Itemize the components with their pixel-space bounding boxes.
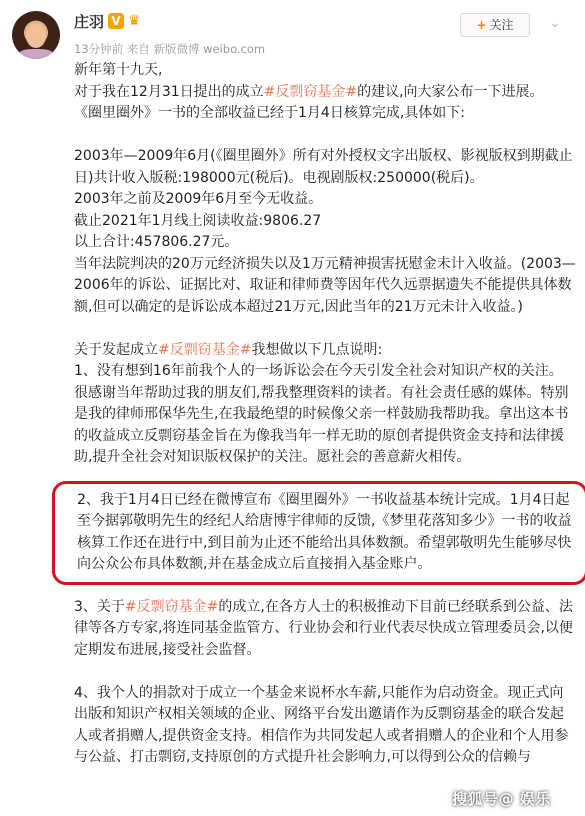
- text-segment: 我想做以下几点说明:: [251, 341, 383, 358]
- avatar-shirt: [18, 49, 54, 59]
- paragraph: 以上合计:457806.27元。: [74, 234, 239, 250]
- verified-badge-icon: V: [108, 13, 124, 29]
- spacer: [74, 469, 576, 481]
- spacer: [74, 585, 576, 597]
- paragraph: [74, 82, 576, 104]
- text-segment: 的建议,向大家公布一下进展。: [357, 83, 544, 100]
- avatar-face: [26, 24, 46, 48]
- paragraph: 4、我个人的捐款对于成立一个基金来说杯水车薪,只能作为启动资金。现正式向出版和知识产权相关领域的企业、网络平台发出邀请作为反剽窃基金的联合发起人或者捐赠人,提供资金支持。相信作为共同发起人或者捐赠人的企业和个人用参与公益、打击剽窃,支持原创的方式提升社会影响力,可以得到公众的信赖与: [74, 684, 569, 765]
- paragraph: 当年法院判决的20万元经济损失以及1万元精神损害抚慰金未计入收益。(2003—2006年的诉讼、证据比对、取证和律师费等因年代久远票据遗失不能提供具体数额,但可以确定的是诉讼成本超过21万元,因此当年的21万元未计入收益。): [74, 255, 576, 315]
- text-segment: 对于我在12月31日提出的成立: [74, 83, 264, 100]
- spacer: [74, 318, 576, 340]
- paragraph: 2003年—2009年6月(《圈里圈外》所有对外授权文字出版权、影视版权到期截止日)共计收入版税:198000元(税后)。电视剧版权:250000(税后)。: [74, 148, 573, 186]
- spacer: [74, 125, 576, 147]
- plus-icon: +: [476, 18, 487, 32]
- post-body: [74, 60, 576, 769]
- avatar[interactable]: [12, 11, 60, 59]
- paragraph: 2003年之前及2009年6月至今无收益。: [74, 191, 323, 207]
- hashtag-link[interactable]: #反剽窃基金#: [158, 341, 252, 358]
- spacer: [74, 661, 576, 683]
- hashtag-link[interactable]: #反剽窃基金#: [124, 598, 219, 615]
- text-segment: 3、关于: [74, 598, 125, 615]
- member-crown-icon: ♛: [128, 13, 141, 29]
- paragraph: 1、没有想到16年前我个人的一场诉讼会在今天引发全社会对知识产权的关注。很感谢当年帮助过我的朋友们,帮我整理资料的读者。有社会责任感的媒体。特别是我的律师邢保华先生,在我最绝望的时候像父亲一样鼓励我帮助我。拿出这本书的收益成立反剽窃基金旨在为像我当年一样无助的原创者提供资金支持和法律援助,提升全社会对知识版权保护的关注。愿社会的善意薪火相传。: [74, 363, 569, 465]
- watermark: 搜狐号@ 娱乐: [452, 790, 551, 808]
- follow-label: 关注: [489, 18, 514, 32]
- follow-button[interactable]: [460, 13, 530, 37]
- paragraph: 《圈里圈外》一书的全部收益已经于1月4日核算完成,具体如下:: [74, 105, 465, 121]
- post-meta: 13分钟前 来自 新版微博 weibo.com: [74, 42, 266, 56]
- chevron-down-icon[interactable]: ⌄: [549, 16, 561, 31]
- paragraph: [74, 597, 576, 662]
- paragraph: 2、我于1月4日已经在微博宣布《圈里圈外》一书收益基本统计完成。1月4日起至今据郭敬明先生的经纪人给唐博宇律师的反馈,《梦里花落知多少》一书的收益核算工作还在进行中,到目前为止还不能给出具体数额。希望郭敬明先生能够尽快向公众公布具体数额,并在基金成立后直接捐入基金账户。: [77, 491, 572, 572]
- hashtag-link[interactable]: #反剽窃基金#: [263, 83, 358, 100]
- post-header: [0, 0, 585, 64]
- text-segment: 的成立,在各方人士的积极推动下目前已经联系到公益、法律等各方专家,将连同基金监管方、行业协会和行业代表尽快成立管理委员会,以便定期发布进展,接受社会监督。: [74, 598, 573, 658]
- paragraph: 新年第十九天,: [74, 62, 163, 78]
- text-segment: 关于发起成立: [74, 341, 158, 358]
- paragraph: [74, 340, 576, 362]
- user-name[interactable]: 庄羽: [74, 13, 105, 31]
- highlight-box: [52, 481, 585, 585]
- paragraph: 截止2021年1月线上阅读收益:9806.27: [74, 212, 322, 229]
